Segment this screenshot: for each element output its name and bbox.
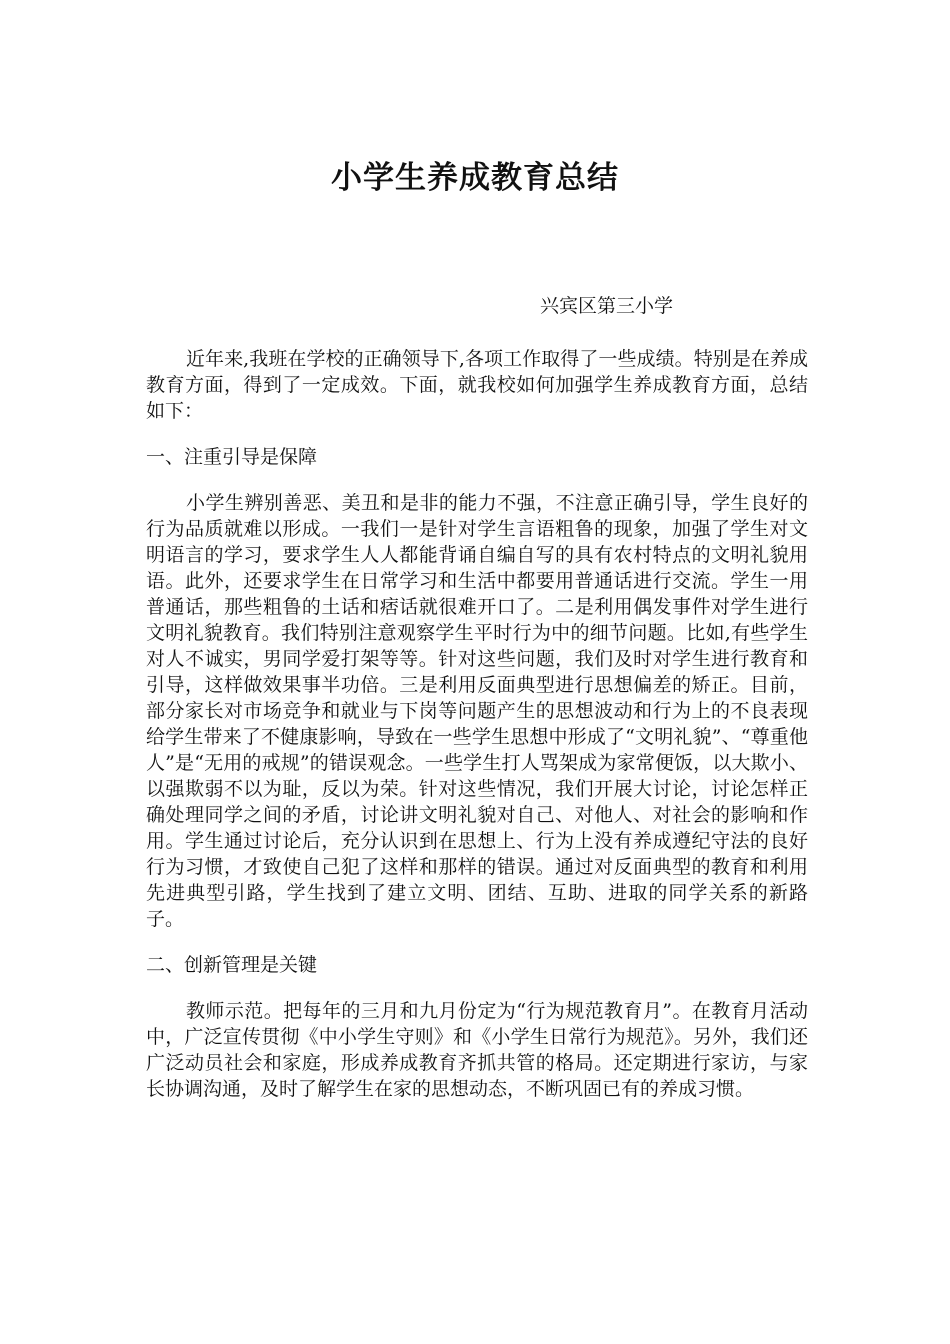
section-paragraph-2: 教师示范。把每年的三月和九月份定为“行为规范教育月”。在教育月活动中，广泛宣传贯彻《中小学生守则》和《小学生日常行为规范》。另外，我们还广泛动员社会和家庭，形成养成教育齐抓共管的格局。还定期进行家访，与家长协调沟通，及时了解学生在家的思想动态，不断巩固已有的养成习惯。 [146,1000,808,1100]
document-body [146,346,808,1122]
section-heading-1: 一、注重引导是保障 [146,446,318,468]
intro-paragraph: 近年来,我班在学校的正确领导下,各项工作取得了一些成绩。特别是在养成教育方面，得到了一定成效。下面，就我校如何加强学生养成教育方面，总结如下： [146,348,808,422]
section-heading-2: 二、创新管理是关键 [146,954,318,976]
school-name: 兴宾区第三小学 [540,295,674,317]
document-title: 小学生养成教育总结 [331,160,619,196]
section-paragraph-1: 小学生辨别善恶、美丑和是非的能力不强，不注意正确引导，学生良好的行为品质就难以形成。一我们一是针对学生言语粗鲁的现象，加强了学生对文明语言的学习，要求学生人人都能背诵自编自写的具有农村特点的文明礼貌用语。此外，还要求学生在日常学习和生活中都要用普通话进行交流。学生一用普通话，那些粗鲁的土话和痞话就很难开口了。二是利用偶发事件对学生进行文明礼貌教育。我们特别注意观察学生平时行为中的细节问题。比如,有些学生对人不诚实，男同学爱打架等等。针对这些问题，我们及时对学生进行教育和引导，这样做效果事半功倍。三是利用反面典型进行思想偏差的矫正。目前，部分家长对市场竞争和就业与下岗等问题产生的思想波动和行为上的不良表现给学生带来了不健康影响，导致在一些学生思想中形成了“文明礼貌”、“尊重他人”是“无用的戒规”的错误观念。一些学生打人骂架成为家常便饭，以大欺小、以强欺弱不以为耻，反以为荣。针对这些情况，我们开展大讨论，讨论怎样正确处理同学之间的矛盾，讨论讲文明礼貌对自己、对他人、对社会的影响和作用。学生通过讨论后，充分认识到在思想上、行为上没有养成遵纪守法的良好行为习惯，才致使自己犯了这样和那样的错误。通过对反面典型的教育和利用先进典型引路，学生找到了建立文明、团结、互助、进取的同学关系的新路子。 [146,492,808,930]
